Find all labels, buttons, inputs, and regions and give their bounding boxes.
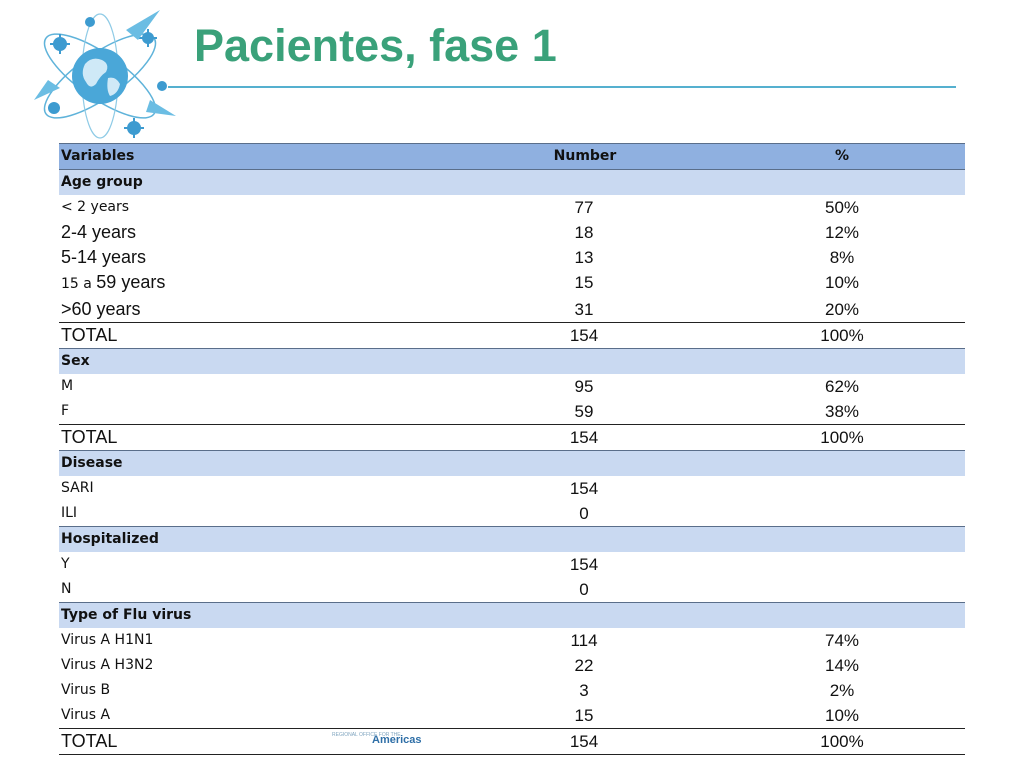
total-label: TOTAL	[59, 729, 449, 755]
table-row	[59, 703, 965, 729]
row-label: 5-14 years	[59, 245, 449, 270]
row-percent: 50%	[719, 195, 965, 220]
footer-americas-text: Americas	[372, 734, 422, 746]
row-number: 15	[449, 703, 719, 729]
total-row	[59, 425, 965, 451]
header-percent: %	[719, 144, 965, 170]
row-percent: 2%	[719, 678, 965, 703]
row-label: Virus B	[59, 678, 449, 703]
table-row	[59, 245, 965, 270]
section-title: Hospitalized	[59, 527, 965, 553]
section-disease	[59, 451, 965, 477]
row-label: M	[59, 374, 449, 399]
row-number: 13	[449, 245, 719, 270]
row-number: 3	[449, 678, 719, 703]
title-divider	[168, 86, 956, 88]
table-row	[59, 476, 965, 501]
row-percent: 12%	[719, 220, 965, 245]
row-number: 154	[449, 552, 719, 577]
row-percent: 74%	[719, 628, 965, 653]
globe-virus-logo-icon	[30, 4, 180, 144]
section-title: Sex	[59, 349, 965, 375]
row-percent: 62%	[719, 374, 965, 399]
row-label: < 2 years	[59, 195, 449, 220]
table-row	[59, 678, 965, 703]
row-label-suffix: 59 years	[96, 272, 166, 292]
row-percent: 10%	[719, 270, 965, 297]
row-percent: 14%	[719, 653, 965, 678]
row-label: SARI	[59, 476, 449, 501]
total-row	[59, 729, 965, 755]
section-flu-type	[59, 603, 965, 629]
table-row	[59, 195, 965, 220]
slide-title: Pacientes, fase 1	[194, 20, 557, 71]
row-label: ILI	[59, 501, 449, 527]
row-label: 2-4 years	[59, 220, 449, 245]
row-percent	[719, 577, 965, 603]
row-label	[59, 270, 449, 297]
row-number: 31	[449, 297, 719, 323]
table-row	[59, 577, 965, 603]
row-number: 114	[449, 628, 719, 653]
total-percent: 100%	[719, 323, 965, 349]
total-number: 154	[449, 729, 719, 755]
header-number: Number	[449, 144, 719, 170]
row-number: 0	[449, 577, 719, 603]
row-percent: 10%	[719, 703, 965, 729]
total-percent: 100%	[719, 425, 965, 451]
row-percent: 8%	[719, 245, 965, 270]
row-percent: 20%	[719, 297, 965, 323]
section-sex	[59, 349, 965, 375]
section-age-group	[59, 170, 965, 196]
row-number: 77	[449, 195, 719, 220]
table-row	[59, 297, 965, 323]
table-row	[59, 653, 965, 678]
row-percent	[719, 552, 965, 577]
table-header-row	[59, 144, 965, 170]
row-label: Y	[59, 552, 449, 577]
row-label: F	[59, 399, 449, 425]
total-label: TOTAL	[59, 425, 449, 451]
footer-organization-logo	[332, 732, 432, 750]
header-variables: Variables	[59, 144, 449, 170]
section-title: Type of Flu virus	[59, 603, 965, 629]
footer-office-text: REGIONAL OFFICE FOR THE	[332, 732, 401, 738]
total-percent: 100%	[719, 729, 965, 755]
row-percent: 38%	[719, 399, 965, 425]
table-row	[59, 270, 965, 297]
row-number: 154	[449, 476, 719, 501]
table-row	[59, 628, 965, 653]
row-label-prefix: 15 a	[61, 276, 92, 292]
patients-table	[59, 143, 965, 755]
row-percent	[719, 501, 965, 527]
row-label: Virus A	[59, 703, 449, 729]
table-row	[59, 374, 965, 399]
row-label: Virus A H3N2	[59, 653, 449, 678]
row-label: N	[59, 577, 449, 603]
total-label: TOTAL	[59, 323, 449, 349]
total-number: 154	[449, 323, 719, 349]
total-number: 154	[449, 425, 719, 451]
row-number: 15	[449, 270, 719, 297]
row-number: 59	[449, 399, 719, 425]
table-row	[59, 552, 965, 577]
row-number: 22	[449, 653, 719, 678]
row-number: 95	[449, 374, 719, 399]
section-hospitalized	[59, 527, 965, 553]
row-percent	[719, 476, 965, 501]
total-row	[59, 323, 965, 349]
table-row	[59, 220, 965, 245]
section-title: Disease	[59, 451, 965, 477]
row-label: Virus A H1N1	[59, 628, 449, 653]
row-label: >60 years	[59, 297, 449, 323]
row-number: 0	[449, 501, 719, 527]
row-number: 18	[449, 220, 719, 245]
section-title: Age group	[59, 170, 965, 196]
table-row	[59, 399, 965, 425]
table-row	[59, 501, 965, 527]
